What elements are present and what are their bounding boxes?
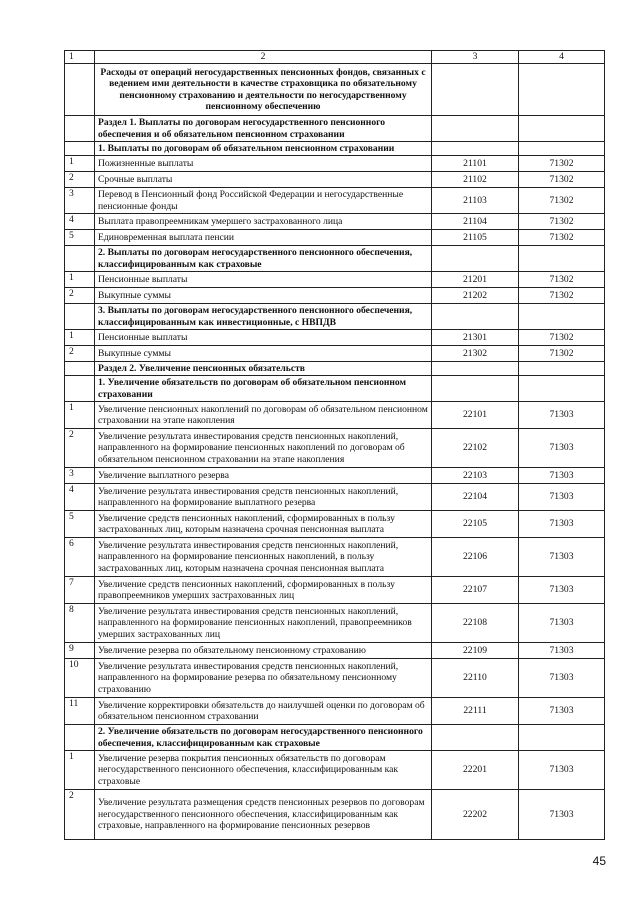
section-heading: 2. Увеличение обязательств по договорам негосударственного пенсионного обеспечения, классифицированным как страховые: [95, 725, 432, 751]
row-code: 22103: [432, 468, 519, 484]
row-code: 21302: [432, 346, 519, 362]
row-code: 22101: [432, 402, 519, 429]
row-description: Увеличение результата инвестирования средств пенсионных накоплений, направленного на формирование пенсионных накоплений, в пользу застрахованных лиц, которым назначена срочная пенсионная выплата: [95, 538, 432, 577]
header-cell-4: 4: [519, 51, 605, 64]
row-account: 71303: [519, 698, 605, 725]
section-heading: Раздел 2. Увеличение пенсионных обязательств: [95, 362, 432, 376]
row-number: 5: [65, 230, 95, 246]
row-description: Увеличение пенсионных накоплений по договорам об обязательном пенсионном страховании на этапе накопления: [95, 402, 432, 429]
row-code: 22104: [432, 484, 519, 511]
row-account: 71303: [519, 790, 605, 840]
empty-cell: [519, 246, 605, 272]
row-description: Выплата правопреемникам умершего застрахованного лица: [95, 214, 432, 230]
table-body: [65, 51, 605, 840]
empty-cell: [432, 246, 519, 272]
row-account: 71303: [519, 538, 605, 577]
row-number: 2: [65, 172, 95, 188]
row-description: Увеличение результата инвестирования средств пенсионных накоплений, направленного на формирование выплатного резерва: [95, 484, 432, 511]
row-number: 3: [65, 188, 95, 214]
row-number: 7: [65, 577, 95, 604]
row-description: Увеличение результата инвестирования средств пенсионных накоплений, направленного на формирование пенсионных накоплений по договорам об обязательном пенсионном страховании на этапе накопления: [95, 429, 432, 468]
row-number: 11: [65, 698, 95, 725]
table-title-row: [65, 64, 605, 116]
empty-cell: [432, 725, 519, 751]
row-account: 71302: [519, 288, 605, 304]
section-heading-row: [65, 304, 605, 330]
row-account: 71303: [519, 429, 605, 468]
table-row: [65, 484, 605, 511]
empty-cell: [65, 362, 95, 376]
table-row: [65, 698, 605, 725]
row-account: 71302: [519, 172, 605, 188]
row-description: Пенсионные выплаты: [95, 272, 432, 288]
table-row: [65, 214, 605, 230]
row-code: 22107: [432, 577, 519, 604]
row-code: 22110: [432, 659, 519, 698]
row-description: Выкупные суммы: [95, 346, 432, 362]
empty-cell: [519, 376, 605, 402]
table-row: [65, 511, 605, 538]
row-number: 4: [65, 214, 95, 230]
section-heading-row: [65, 376, 605, 402]
row-code: 22202: [432, 790, 519, 840]
row-account: 71302: [519, 214, 605, 230]
table-title: Расходы от операций негосударственных пенсионных фондов, связанных с ведением ими деятельности в качестве страховщика по обязательному пенсионному страхованию и деятельности по негосударственному пенсионному обеспечению: [95, 64, 432, 116]
row-description: Увеличение резерва по обязательному пенсионному страхованию: [95, 643, 432, 659]
table-row: [65, 468, 605, 484]
empty-cell: [65, 64, 95, 116]
table-row: [65, 172, 605, 188]
header-cell-3: 3: [432, 51, 519, 64]
empty-cell: [65, 725, 95, 751]
row-account: 71303: [519, 751, 605, 790]
section-heading: 3. Выплаты по договорам негосударственного пенсионного обеспечения, классифицированным как инвестиционные, с НВПДВ: [95, 304, 432, 330]
table-row: [65, 751, 605, 790]
empty-cell: [432, 304, 519, 330]
row-account: 71303: [519, 511, 605, 538]
section-heading: 2. Выплаты по договорам негосударственного пенсионного обеспечения, классифицированным как страховые: [95, 246, 432, 272]
row-number: 2: [65, 346, 95, 362]
header-cell-2: 2: [95, 51, 432, 64]
table-row: [65, 188, 605, 214]
classification-table: [64, 50, 605, 840]
empty-cell: [432, 362, 519, 376]
row-description: Увеличение выплатного резерва: [95, 468, 432, 484]
row-code: 22102: [432, 429, 519, 468]
empty-cell: [65, 142, 95, 156]
empty-cell: [432, 116, 519, 142]
row-code: 21103: [432, 188, 519, 214]
row-number: 6: [65, 538, 95, 577]
row-description: Выкупные суммы: [95, 288, 432, 304]
row-number: 10: [65, 659, 95, 698]
row-code: 21104: [432, 214, 519, 230]
empty-cell: [432, 142, 519, 156]
section-heading-row: [65, 116, 605, 142]
header-cell-1: 1: [65, 51, 95, 64]
row-number: 2: [65, 790, 95, 840]
row-number: 1: [65, 272, 95, 288]
row-code: 21201: [432, 272, 519, 288]
row-account: 71303: [519, 484, 605, 511]
row-number: 1: [65, 402, 95, 429]
row-description: Увеличение средств пенсионных накоплений, сформированных в пользу правопреемников умерших застрахованных лиц: [95, 577, 432, 604]
row-account: 71303: [519, 659, 605, 698]
empty-cell: [65, 304, 95, 330]
section-heading: Раздел 1. Выплаты по договорам негосударственного пенсионного обеспечения и об обязательном пенсионном страховании: [95, 116, 432, 142]
empty-cell: [519, 64, 605, 116]
empty-cell: [519, 116, 605, 142]
row-number: 1: [65, 156, 95, 172]
table-row: [65, 330, 605, 346]
table-row: [65, 538, 605, 577]
row-description: Увеличение резерва покрытия пенсионных обязательств по договорам негосударственного пенсионного обеспечения, классифицированным как страховые: [95, 751, 432, 790]
empty-cell: [519, 142, 605, 156]
header-row: [65, 51, 605, 64]
table-row: [65, 429, 605, 468]
table-row: [65, 604, 605, 643]
row-account: 71303: [519, 402, 605, 429]
row-description: Увеличение результата инвестирования средств пенсионных накоплений, направленного на формирование резерва по обязательному пенсионному страхованию: [95, 659, 432, 698]
row-account: 71302: [519, 272, 605, 288]
row-description: Увеличение результата инвестирования средств пенсионных накоплений, направленного на формирование пенсионных накоплений, правопреемников умерших застрахованных лиц: [95, 604, 432, 643]
row-number: 4: [65, 484, 95, 511]
row-code: 22106: [432, 538, 519, 577]
row-account: 71302: [519, 156, 605, 172]
row-description: Пенсионные выплаты: [95, 330, 432, 346]
empty-cell: [432, 64, 519, 116]
row-code: 22109: [432, 643, 519, 659]
row-number: 9: [65, 643, 95, 659]
row-code: 22105: [432, 511, 519, 538]
row-account: 71303: [519, 643, 605, 659]
table-row: [65, 659, 605, 698]
empty-cell: [519, 362, 605, 376]
row-number: 8: [65, 604, 95, 643]
section-heading-row: [65, 725, 605, 751]
row-code: 21202: [432, 288, 519, 304]
row-account: 71302: [519, 330, 605, 346]
row-code: 21101: [432, 156, 519, 172]
section-heading-row: [65, 142, 605, 156]
section-heading-row: [65, 362, 605, 376]
section-heading: 1. Увеличение обязательств по договорам об обязательном пенсионном страховании: [95, 376, 432, 402]
row-number: 1: [65, 751, 95, 790]
table-row: [65, 346, 605, 362]
table-row: [65, 272, 605, 288]
row-number: 1: [65, 330, 95, 346]
row-description: Пожизненные выплаты: [95, 156, 432, 172]
row-number: 2: [65, 288, 95, 304]
row-code: 21105: [432, 230, 519, 246]
row-description: Единовременная выплата пенсии: [95, 230, 432, 246]
row-code: 22108: [432, 604, 519, 643]
empty-cell: [65, 376, 95, 402]
row-account: 71303: [519, 468, 605, 484]
empty-cell: [432, 376, 519, 402]
table-row: [65, 288, 605, 304]
row-description: Увеличение корректировки обязательств до наилучшей оценки по договорам об обязательном пенсионном страховании: [95, 698, 432, 725]
table-row: [65, 156, 605, 172]
row-number: 5: [65, 511, 95, 538]
row-description: Увеличение средств пенсионных накоплений, сформированных в пользу застрахованных лиц, которым назначена срочная пенсионная выплата: [95, 511, 432, 538]
table-row: [65, 230, 605, 246]
table-row: [65, 643, 605, 659]
empty-cell: [65, 116, 95, 142]
empty-cell: [519, 304, 605, 330]
row-code: 22111: [432, 698, 519, 725]
empty-cell: [65, 246, 95, 272]
row-account: 71302: [519, 188, 605, 214]
table-row: [65, 790, 605, 840]
row-number: 3: [65, 468, 95, 484]
empty-cell: [519, 725, 605, 751]
row-description: Увеличение результата размещения средств пенсионных резервов по договорам негосударственного пенсионного обеспечения, классифицированным как страховые, направленного на формирование пенсионных резервов: [95, 790, 432, 840]
page-number: 45: [592, 854, 606, 868]
row-number: 2: [65, 429, 95, 468]
section-heading-row: [65, 246, 605, 272]
row-account: 71303: [519, 604, 605, 643]
section-heading: 1. Выплаты по договорам об обязательном пенсионном страховании: [95, 142, 432, 156]
row-account: 71303: [519, 577, 605, 604]
table-row: [65, 577, 605, 604]
row-code: 21102: [432, 172, 519, 188]
table-row: [65, 402, 605, 429]
row-code: 21301: [432, 330, 519, 346]
row-account: 71302: [519, 230, 605, 246]
row-description: Перевод в Пенсионный фонд Российской Федерации и негосударственные пенсионные фонды: [95, 188, 432, 214]
row-account: 71302: [519, 346, 605, 362]
row-description: Срочные выплаты: [95, 172, 432, 188]
row-code: 22201: [432, 751, 519, 790]
